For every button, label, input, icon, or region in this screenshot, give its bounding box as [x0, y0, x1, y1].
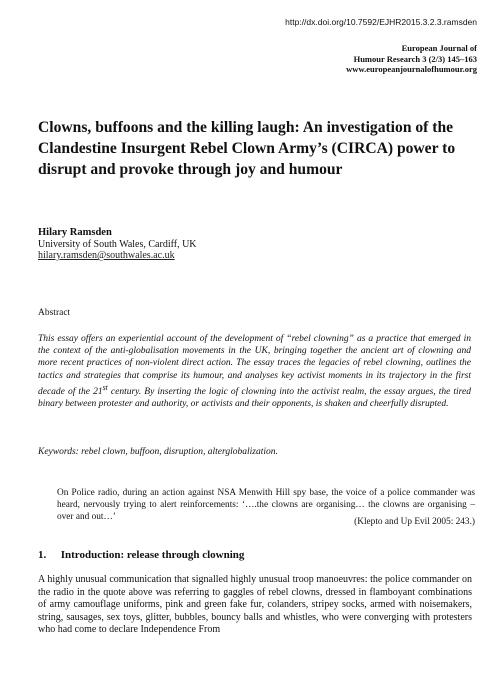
- author-block: [38, 227, 197, 262]
- abstract-text: [38, 333, 471, 410]
- journal-name-line: European Journal of: [401, 43, 477, 53]
- author-affiliation: University of South Wales, Cardiff, UK: [38, 238, 197, 250]
- body-paragraph: A highly unusual communication that signalled highly unusual troop manoeuvres: the police commander on the radio in the quote above was referring to gaggles of rebel clowns, dressed in flamboyant combinations of army camouflage uniforms, pink and green fake fur, colanders, stripey socks, armed with noisemakers, string, sausages, sex toys, glitter, bubbles, bouncy balls and whistles, who were converging with protesters who had come to declare Independence From: [38, 574, 472, 635]
- author-name: Hilary Ramsden: [38, 227, 112, 238]
- author-email-link[interactable]: hilary.ramsden@southwales.ac.uk: [38, 250, 175, 261]
- epigraph-citation: (Klepto and Up Evil 2005: 243.): [354, 517, 475, 527]
- doi-link[interactable]: http://dx.doi.org/10.7592/EJHR2015.3.2.3.ramsden: [285, 17, 477, 27]
- abstract-text-part-2: century. By inserting the logic of clowning into the activist realm, the essay argues, the tired binary between protester and authority, or activists and their opponents, is shaken and cheerfully disrupted.: [38, 386, 471, 410]
- article-title: Clowns, buffoons and the killing laugh: An investigation of the Clandestine Insurgent Rebel Clown Army’s (CIRCA) power to disrupt and provoke through joy and humour: [38, 119, 456, 178]
- epigraph-quote: On Police radio, during an action against NSA Menwith Hill spy base, the voice of a police commander was heard, nervously trying to alert reinforcements: ‘….the clowns are organising… the clowns are organising – over and out…’: [57, 488, 475, 522]
- journal-info: [346, 43, 477, 75]
- superscript-st: st: [102, 382, 108, 392]
- section-number: 1.: [38, 549, 47, 561]
- section-title: Introduction: release through clowning: [60, 549, 245, 561]
- abstract-heading: Abstract: [38, 308, 71, 318]
- journal-volume-line: Humour Research 3 (2/3) 145–163: [353, 53, 477, 64]
- abstract-text-part-1: This essay offers an experiential account of the development of “rebel clowning” as a practice that emerged in the context of the anti-globalisation movements in the UK, bringing together the ancient art of clowning and more recent practices of non-violent direct action. The essay traces the legacies of rebel clowning, outlines the tactics and strategies that comprise its humour, and analyses key activist moments in its trajectory in the first decade of the 21: [38, 334, 471, 397]
- section-heading: [38, 549, 244, 561]
- journal-url[interactable]: www.europeanjournalofhumour.org: [346, 64, 477, 74]
- keywords: Keywords: rebel clown, buffoon, disruption, alterglobalization.: [38, 447, 278, 457]
